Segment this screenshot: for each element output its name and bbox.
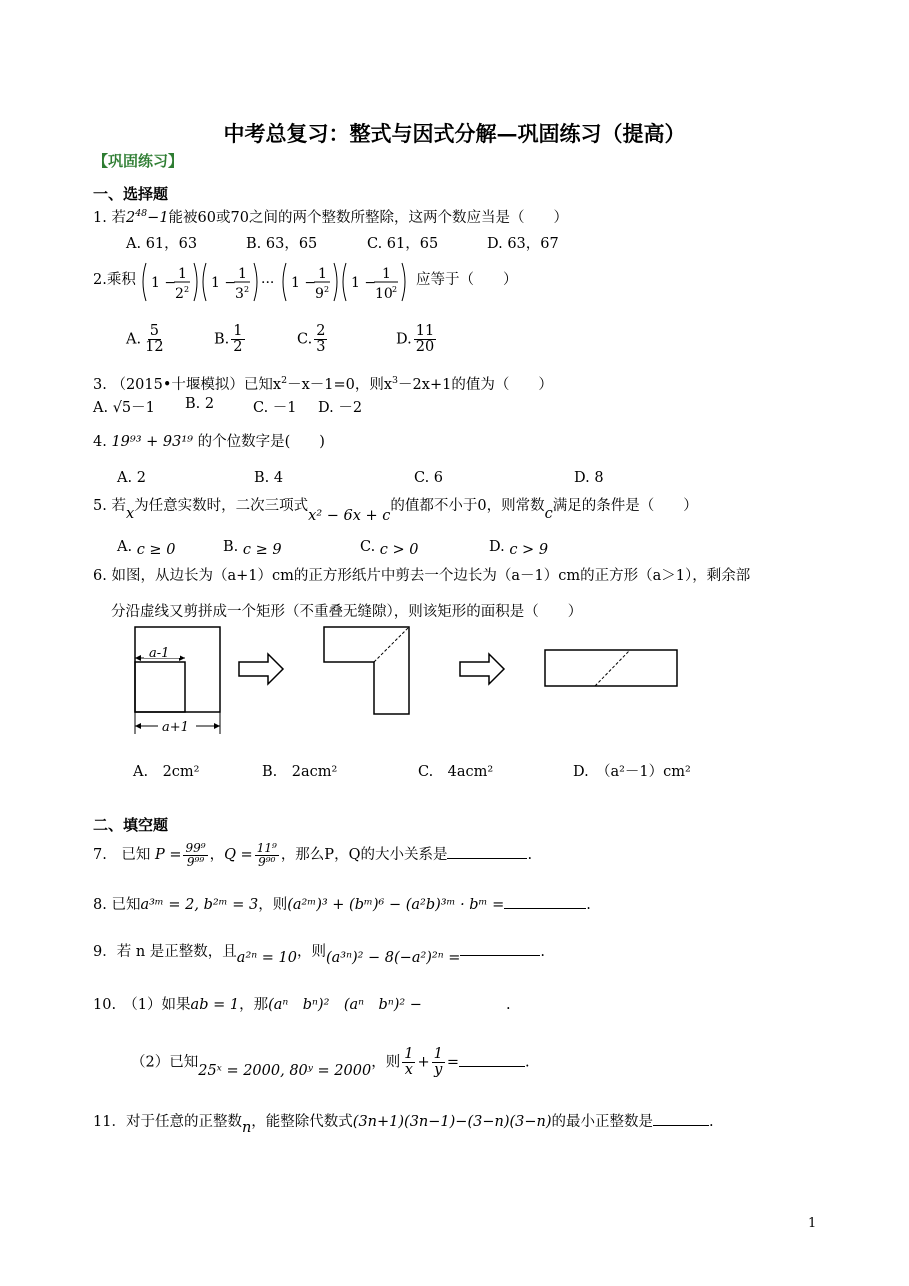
svg-text:1: 1 <box>178 266 187 282</box>
svg-text:2: 2 <box>392 285 398 294</box>
question-10-given: ab = 1 <box>190 997 240 1013</box>
question-6-figure <box>130 622 690 740</box>
question-5-option-b: B. c ≥ 9 <box>223 539 282 558</box>
question-4-option-b: B. 4 <box>254 470 284 486</box>
arrow-right-icon <box>460 654 504 684</box>
question-8-expression: (a²ᵐ)³ + (bᵐ)⁶ − (a²b)³ᵐ · bᵐ = <box>287 897 505 913</box>
question-5-option-c: C. c > 0 <box>360 539 419 558</box>
svg-text:1: 1 <box>382 266 391 282</box>
question-4-option-d: D. 8 <box>574 470 604 486</box>
answer-blank-9 <box>460 954 540 956</box>
question-3-option-c: C. －1 <box>253 400 297 416</box>
result-rectangle <box>545 650 677 686</box>
question-2-tail: 应等于（ ） <box>416 272 518 288</box>
question-8-given: a³ᵐ = 2, b²ᵐ = 3 <box>140 897 259 913</box>
q1-expression: $2^{48}-1$ <box>125 208 169 226</box>
svg-text:2: 2 <box>175 286 184 302</box>
question-1-option-a: A. 61，63 <box>126 236 198 252</box>
outer-square <box>135 627 220 712</box>
question-1: 1. 若$2^{48}-1$能被60或70之间的两个整数所整除，这两个数应当是（ ） <box>93 208 568 226</box>
question-2-option-a: A. $\frac{5}{12}$ <box>126 323 164 356</box>
svg-text:3: 3 <box>235 286 244 302</box>
question-2-product-formula <box>140 259 420 305</box>
question-3-option-a: A. √5－1 <box>93 400 155 416</box>
svg-text:1 −: 1 − <box>151 275 177 291</box>
svg-text:1 −: 1 − <box>211 275 237 291</box>
question-10-part-2: （2）已知25ˣ = 2000, 80ʸ = 2000，则 $\frac{1}{x}$ + $\frac{1}{y}$ = . <box>131 1046 530 1079</box>
question-7: 7. 已知 P = $\frac{\text{99⁹}}{\text{9⁹⁹}}$ ，Q = $\frac{\text{11⁹}}{\text{9⁹⁰}}$ ，那么P，Q的大小关系是 . <box>93 841 533 869</box>
question-5-option-d: D. c > 9 <box>489 539 549 558</box>
question-4-expression: 19⁹³ + 93¹⁹ <box>111 434 193 450</box>
page-title: 中考总复习：整式与因式分解—巩固练习（提高） <box>223 121 686 146</box>
arrow-right-icon <box>239 654 283 684</box>
section-fill-heading: 二、填空题 <box>93 816 169 834</box>
question-11-expression: (3n+1)(3n−1)−(3−n)(3−n) <box>352 1114 552 1130</box>
inner-square <box>135 662 185 712</box>
svg-text:1 −: 1 − <box>291 275 317 291</box>
answer-blank-7 <box>447 857 527 859</box>
question-1-option-c: C. 61，65 <box>367 236 439 252</box>
question-5-polynomial: x² − 6x + c <box>308 508 391 524</box>
question-9-expression: (a³ⁿ)² − 8(−a²)²ⁿ = <box>325 950 461 966</box>
svg-text:1: 1 <box>238 266 247 282</box>
question-3: 3. （2015•十堰模拟）已知$x^2-x-1=0$，则$x^3-2x+1$的值为（ ） <box>93 375 553 393</box>
question-10-part-1: 10. （1）如果ab = 1，那(aⁿ bⁿ)² (aⁿ bⁿ)² − . <box>93 997 511 1013</box>
svg-text:1 −: 1 − <box>351 275 377 291</box>
question-9-given: a²ⁿ = 10 <box>236 950 297 966</box>
question-1-option-b: B. 63，65 <box>246 236 318 252</box>
question-5-option-a: A. c ≥ 0 <box>117 539 176 558</box>
label-a-plus-1: a+1 <box>162 720 189 735</box>
question-10-expression: (aⁿ bⁿ)² (aⁿ bⁿ)² − <box>268 997 422 1013</box>
section-choice-heading: 一、选择题 <box>93 185 169 203</box>
question-2-label: 2.乘积 <box>93 272 136 288</box>
page-number: 1 <box>808 1216 817 1231</box>
svg-text:2: 2 <box>324 285 330 294</box>
svg-text:1: 1 <box>318 266 327 282</box>
question-4: 4. 19⁹³ + 93¹⁹ 的个位数字是( ) <box>93 424 325 451</box>
svg-text:···: ··· <box>261 275 275 291</box>
label-a-minus-1: a-1 <box>149 646 170 661</box>
question-2-option-d: D. $\frac{11}{20}$ <box>396 323 435 356</box>
svg-text:2: 2 <box>184 285 190 294</box>
question-2-option-c: C. $\frac{2}{3}$ <box>297 323 326 356</box>
question-5: 5. 若x为任意实数时，二次三项式x² − 6x + c的值都不小于0，则常数c满足的条件是（ ） <box>93 498 698 524</box>
question-10-given-2: 25ˣ = 2000, 80ʸ = 2000 <box>198 1062 372 1079</box>
question-6-line-1: 6. 如图，从边长为（a+1）cm的正方形纸片中剪去一个边长为（a－1）cm的正方形（a＞1），剩余部 <box>93 568 751 584</box>
question-3-option-b: B. 2 <box>185 396 215 412</box>
answer-blank-8 <box>504 907 586 909</box>
question-6-line-2: 分沿虚线又剪拼成一个矩形（不重叠无缝隙），则该矩形的面积是（ ） <box>111 604 583 620</box>
svg-text:10: 10 <box>375 286 393 302</box>
svg-text:2: 2 <box>244 285 250 294</box>
question-11: 11．对于任意的正整数n，能整除代数式(3n+1)(3n−1)−(3−n)(3−n)的最小正整数是 . <box>93 1114 714 1136</box>
svg-text:9: 9 <box>315 286 324 302</box>
question-3-option-d: D. －2 <box>318 400 363 416</box>
question-4-option-c: C. 6 <box>414 470 444 486</box>
question-2-option-b: B. $\frac{1}{2}$ <box>214 323 243 356</box>
question-6-option-c: C. 4acm² <box>418 764 494 780</box>
question-1-option-d: D. 63，67 <box>487 236 559 252</box>
question-9: 9．若 n 是正整数，且a²ⁿ = 10，则(a³ⁿ)² − 8(−a²)²ⁿ = . <box>93 944 545 966</box>
question-6-option-d: D. （a²－1）cm² <box>573 764 691 780</box>
question-6-option-b: B. 2acm² <box>262 764 338 780</box>
answer-blank-10 <box>459 1065 525 1067</box>
question-4-option-a: A. 2 <box>117 470 146 486</box>
question-8: 8. 已知a³ᵐ = 2, b²ᵐ = 3，则(a²ᵐ)³ + (bᵐ)⁶ − (a²b)³ᵐ · bᵐ = . <box>93 897 591 913</box>
section-tag: 【巩固练习】 <box>93 152 184 170</box>
question-6-option-a: A. 2cm² <box>133 764 200 780</box>
answer-blank-11 <box>653 1124 709 1126</box>
